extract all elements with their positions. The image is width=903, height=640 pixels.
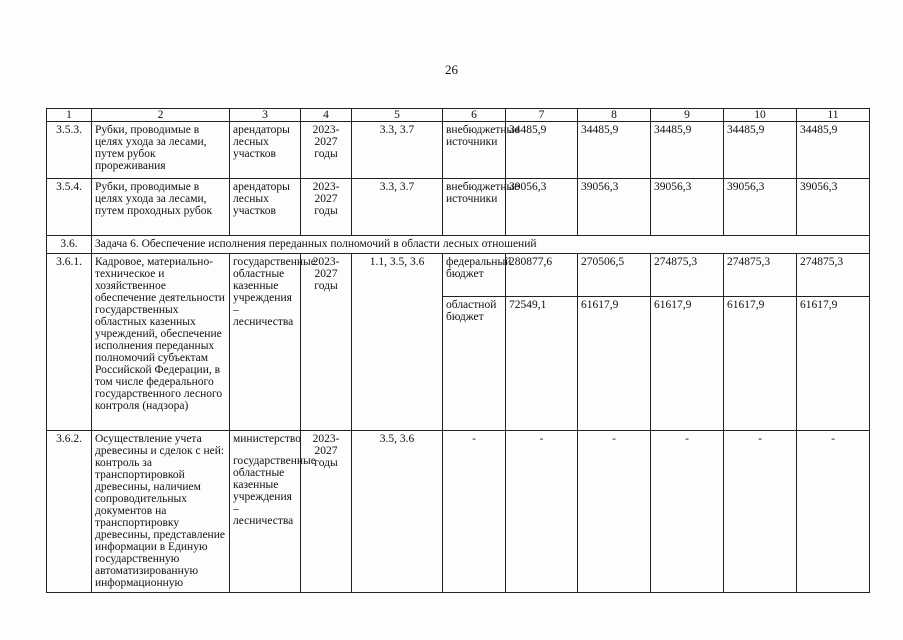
value-cell: 34485,9	[578, 122, 651, 179]
funding-source: областной бюджет	[443, 297, 506, 431]
period: 2023-2027 годы	[301, 431, 352, 593]
program-table	[46, 108, 870, 593]
funding-source: федеральный бюджет	[443, 254, 506, 297]
period: 2023-2027 годы	[301, 179, 352, 236]
table-row	[47, 431, 870, 593]
value-cell: 61617,9	[578, 297, 651, 431]
row-number: 3.5.3.	[47, 122, 92, 179]
funding-source: внебюджетные источники	[443, 122, 506, 179]
value-cell: 280877,6	[506, 254, 578, 297]
row-number: 3.6.	[47, 236, 92, 254]
value-cell: 39056,3	[506, 179, 578, 236]
executor-ministry: министерство	[233, 433, 301, 445]
value-cell: 34485,9	[797, 122, 870, 179]
value-cell: 61617,9	[724, 297, 797, 431]
header-cell: 8	[578, 109, 651, 122]
header-cell: 9	[651, 109, 724, 122]
indicators: 1.1, 3.5, 3.6	[352, 254, 443, 431]
value-cell: -	[578, 431, 651, 593]
table-row	[47, 254, 870, 297]
funding-source: -	[443, 431, 506, 593]
value-cell: 274875,3	[651, 254, 724, 297]
task-row	[47, 236, 870, 254]
activity-name: Осуществление учета древесины и сделок с ней: контроль за транспортировкой древесины, наличием сопроводительных документов на транспортировку древесины, представление информации в Единую государственную автоматизированную информационную	[92, 431, 230, 593]
indicators: 3.3, 3.7	[352, 122, 443, 179]
executor: государственные областные казенные учреждения – лесничества	[230, 254, 301, 431]
header-cell: 5	[352, 109, 443, 122]
executor: арендаторы лесных участков	[230, 122, 301, 179]
activity-name: Рубки, проводимые в целях ухода за лесами, путем проходных рубок	[92, 179, 230, 236]
header-cell: 7	[506, 109, 578, 122]
header-cell: 6	[443, 109, 506, 122]
header-cell: 1	[47, 109, 92, 122]
header-cell: 4	[301, 109, 352, 122]
activity-name: Кадровое, материально-техническое и хозяйственное обеспечение деятельности государственных областных казенных учреждений, обеспечение исполнения переданных полномочий субъектам Российской Федерации, в том числе федерального государственного лесного контроля (надзора)	[92, 254, 230, 431]
row-number: 3.6.1.	[47, 254, 92, 431]
header-cell: 3	[230, 109, 301, 122]
indicators: 3.5, 3.6	[352, 431, 443, 593]
task-title: Задача 6. Обеспечение исполнения переданных полномочий в области лесных отношений	[92, 236, 870, 254]
page-number: 26	[445, 62, 458, 77]
value-cell: 72549,1	[506, 297, 578, 431]
executor: арендаторы лесных участков	[230, 179, 301, 236]
value-cell: 39056,3	[578, 179, 651, 236]
activity-name: Рубки, проводимые в целях ухода за лесами, путем рубок прореживания	[92, 122, 230, 179]
table-row	[47, 179, 870, 236]
funding-source: внебюджетные источники	[443, 179, 506, 236]
value-cell: 39056,3	[651, 179, 724, 236]
value-cell: 39056,3	[797, 179, 870, 236]
value-cell: 34485,9	[651, 122, 724, 179]
value-cell: -	[651, 431, 724, 593]
value-cell: 274875,3	[724, 254, 797, 297]
period: 2023-2027 годы	[301, 122, 352, 179]
table-row	[47, 122, 870, 179]
period: 2023-2027 годы	[301, 254, 352, 431]
value-cell: -	[724, 431, 797, 593]
value-cell: -	[506, 431, 578, 593]
header-cell: 2	[92, 109, 230, 122]
value-cell: 39056,3	[724, 179, 797, 236]
value-cell: 34485,9	[724, 122, 797, 179]
value-cell: 274875,3	[797, 254, 870, 297]
header-row	[47, 109, 870, 122]
row-number: 3.5.4.	[47, 179, 92, 236]
value-cell: 61617,9	[651, 297, 724, 431]
executor	[230, 431, 316, 593]
value-cell: 61617,9	[797, 297, 870, 431]
indicators: 3.3, 3.7	[352, 179, 443, 236]
executor-institutions: государственные областные казенные учреждения – лесничества	[233, 455, 316, 527]
header-cell: 11	[797, 109, 870, 122]
header-cell: 10	[724, 109, 797, 122]
value-cell: -	[797, 431, 870, 593]
row-number: 3.6.2.	[47, 431, 92, 593]
value-cell: 270506,5	[578, 254, 651, 297]
value-cell: 34485,9	[506, 122, 578, 179]
